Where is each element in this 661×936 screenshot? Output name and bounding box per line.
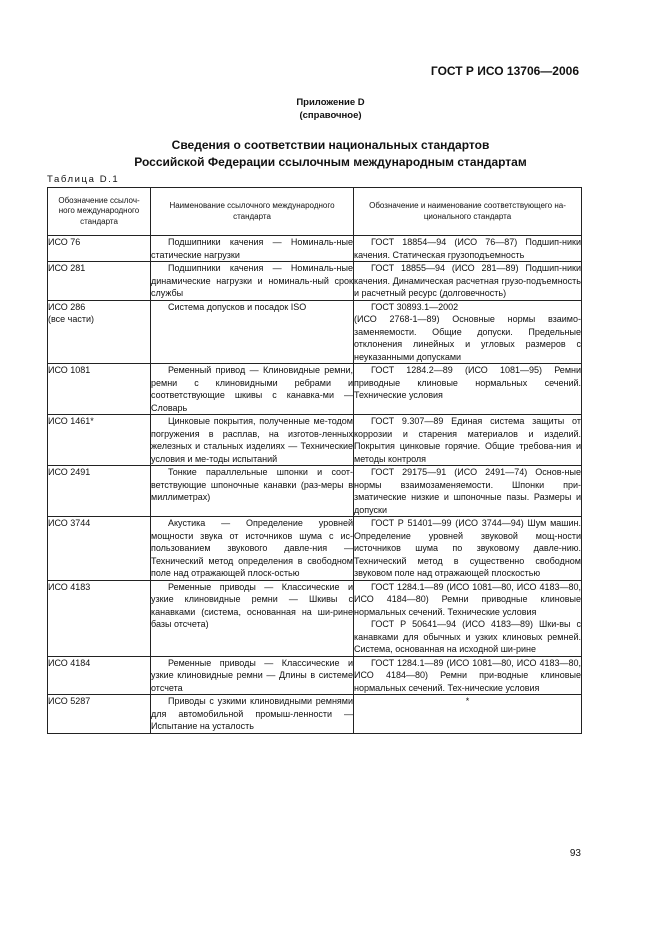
standard-name-cell [151, 300, 354, 364]
designation-cell [48, 517, 151, 581]
designation-text: ИСО 4183 [48, 581, 91, 592]
designation-cell [48, 415, 151, 466]
standard-name-text: Тонкие параллельные шпонки и соот-ветствующие шпоночные канавки (раз-меры в миллиметрах) [151, 467, 353, 502]
standard-name-cell [151, 364, 354, 415]
table-row [48, 466, 582, 517]
national-standard-cell [354, 262, 582, 301]
table-row [48, 656, 582, 695]
national-standard-cell [354, 300, 582, 364]
national-standard-cell [354, 656, 582, 695]
national-standard-cell [354, 364, 582, 415]
national-standard-note: * [465, 696, 470, 706]
table-row [48, 262, 582, 301]
section-title-line2: Российской Федерации ссылочным международным стандартам [134, 155, 527, 169]
national-standard-text: ГОСТ 30893.1—2002 [371, 301, 459, 312]
designation-text: ИСО 1081 [48, 365, 91, 375]
national-standard-text: ГОСТ Р 51401—99 (ИСО 3744—94) Шум машин. Определение уровней звуковой мощ-ности источников шума по звуковому давле-нию. Технический метод в существенно свободном звуковом поле над отражающей плоскостью [354, 518, 581, 578]
national-standard-cell [354, 517, 582, 581]
designation-text: (все части) [48, 314, 95, 324]
national-standard-cell [354, 236, 582, 262]
national-standard-text: ГОСТ 1284.1—89 (ИСО 1081—80, ИСО 4183—80, ИСО 4184—80) Ремни приводные клиновые нормальных сечений. Технические условия [354, 581, 581, 617]
national-standard-cell [354, 466, 582, 517]
standard-name-cell [151, 517, 354, 581]
table-row [48, 580, 582, 656]
standard-name-cell [151, 656, 354, 695]
section-title [0, 137, 661, 171]
appendix-title: Приложение D [296, 97, 365, 108]
page-number: 93 [569, 848, 581, 859]
table-body [48, 236, 582, 734]
table-row [48, 415, 582, 466]
section-title-line1: Сведения о соответствии национальных стандартов [171, 138, 490, 152]
designation-cell [48, 300, 151, 364]
standard-name-text: Система допусков и посадок ISO [168, 301, 307, 312]
designation-cell [48, 262, 151, 301]
standard-name-cell [151, 466, 354, 517]
national-standard-text: ГОСТ 1284.2—89 (ИСО 1081—95) Ремни приводные клиновые нормальных сечений. Технические условия [354, 365, 581, 400]
standard-name-text: Подшипники качения — Номиналь-ные динамические нагрузки и номиналь-ный срок службы [151, 263, 353, 298]
national-standard-text: ГОСТ 18855—94 (ИСО 281—89) Подшип-ники качения. Динамическая расчетная грузо-подъемность и расчетный ресурс (долговечность) [354, 263, 581, 298]
standard-name-text: Цинковые покрытия, полученные ме-тодом погружения в расплав, на изготов-ленных железных и стальных изделиях — Технические условия и ме-тоды испытаний [151, 416, 353, 464]
designation-text: ИСО 4184 [48, 657, 91, 668]
national-standard-text: ГОСТ 29175—91 (ИСО 2491—74) Основ-ные нормы взаимозаменяемости. Шпонки при-зматические низкие и шпоночные пазы. Размеры и допуски [354, 467, 581, 515]
standard-name-text: Ременные приводы — Классические и узкие клиновидные ремни — Длины в системе отсчета [151, 657, 353, 693]
designation-text: ИСО 3744 [48, 518, 91, 528]
national-standard-cell [354, 580, 582, 656]
standard-name-cell [151, 236, 354, 262]
national-standard-text: ГОСТ Р 50641—94 (ИСО 4183—89) Шки-вы с канавками для обычных и узких клиновых ремней. Система, основанная на исходной ши-рине [354, 619, 581, 654]
designation-cell [48, 236, 151, 262]
standard-name-text: Ременный привод — Клиновидные ремни, ремни с клиновидными ребрами и соответствующие шкивы с канавка-ми — Словарь [151, 365, 353, 413]
national-standard-text: ГОСТ 18854—94 (ИСО 76—87) Подшип-ники качения. Статическая грузоподъемность [354, 237, 581, 260]
standard-name-text: Подшипники качения — Номиналь-ные статические нагрузки [151, 237, 353, 260]
table-row [48, 300, 582, 364]
document-code-header: ГОСТ Р ИСО 13706—2006 [430, 64, 579, 78]
designation-text: ИСО 76 [48, 237, 81, 247]
standard-name-cell [151, 262, 354, 301]
standard-name-text: Приводы с узкими клиновидными ремнями для автомобильной промыш-ленности — Испытание на усталость [151, 696, 353, 731]
standard-name-text: Ременные приводы — Классические и узкие клиновидные ремни — Шкивы с канавками (система, основанная на ши-рине базы отсчета) [151, 581, 353, 629]
designation-text: ИСО 1461* [48, 416, 94, 426]
standard-name-cell [151, 580, 354, 656]
designation-text: ИСО 5287 [48, 696, 91, 706]
table-header-row [48, 188, 582, 236]
table-caption: Таблица D.1 [47, 174, 120, 185]
national-standard-cell [354, 415, 582, 466]
appendix-subtitle: (справочное) [299, 110, 362, 121]
designation-cell [48, 466, 151, 517]
header-name: Наименование ссылочного международного стандарта [151, 188, 354, 236]
designation-text: ИСО 281 [48, 263, 86, 273]
table-row [48, 517, 582, 581]
standard-name-cell [151, 415, 354, 466]
standards-correspondence-table [47, 187, 582, 734]
designation-text: ИСО 286 [48, 301, 86, 312]
table-row [48, 695, 582, 734]
national-standard-text: (ИСО 2768-1—89) Основные нормы взаимо-заменяемости. Общие допуски. Предельные отклонения линейных и угловых размеров с неуказанными допусками [354, 314, 581, 362]
table-row [48, 364, 582, 415]
header-national: Обозначение и наименование соответствующего на-ционального стандарта [354, 188, 582, 236]
designation-cell [48, 656, 151, 695]
standard-name-cell [151, 695, 354, 734]
header-designation: Обозначение ссылоч-ного международного стандарта [48, 188, 151, 236]
national-standard-text: ГОСТ 9.307—89 Единая система защиты от коррозии и старения материалов и изделий. Покрытия цинковые горячие. Общие требова-ния и методы контроля [354, 416, 581, 464]
standard-name-text: Акустика — Определение уровней мощности звука от источников шума с ис-пользованием звукового давле-ния — Технический метод определения в свободном поле над отражающей плоск-остью [151, 518, 353, 578]
appendix-heading [0, 96, 661, 122]
designation-text: ИСО 2491 [48, 467, 91, 477]
table-row [48, 236, 582, 262]
designation-cell [48, 695, 151, 734]
national-standard-cell [354, 695, 582, 734]
designation-cell [48, 580, 151, 656]
national-standard-text: ГОСТ 1284.1—89 (ИСО 1081—80, ИСО 4183—80, ИСО 4184—80) Ремни при-водные клиновые нормальных сечений. Тех-нические условия [354, 657, 581, 693]
designation-cell [48, 364, 151, 415]
